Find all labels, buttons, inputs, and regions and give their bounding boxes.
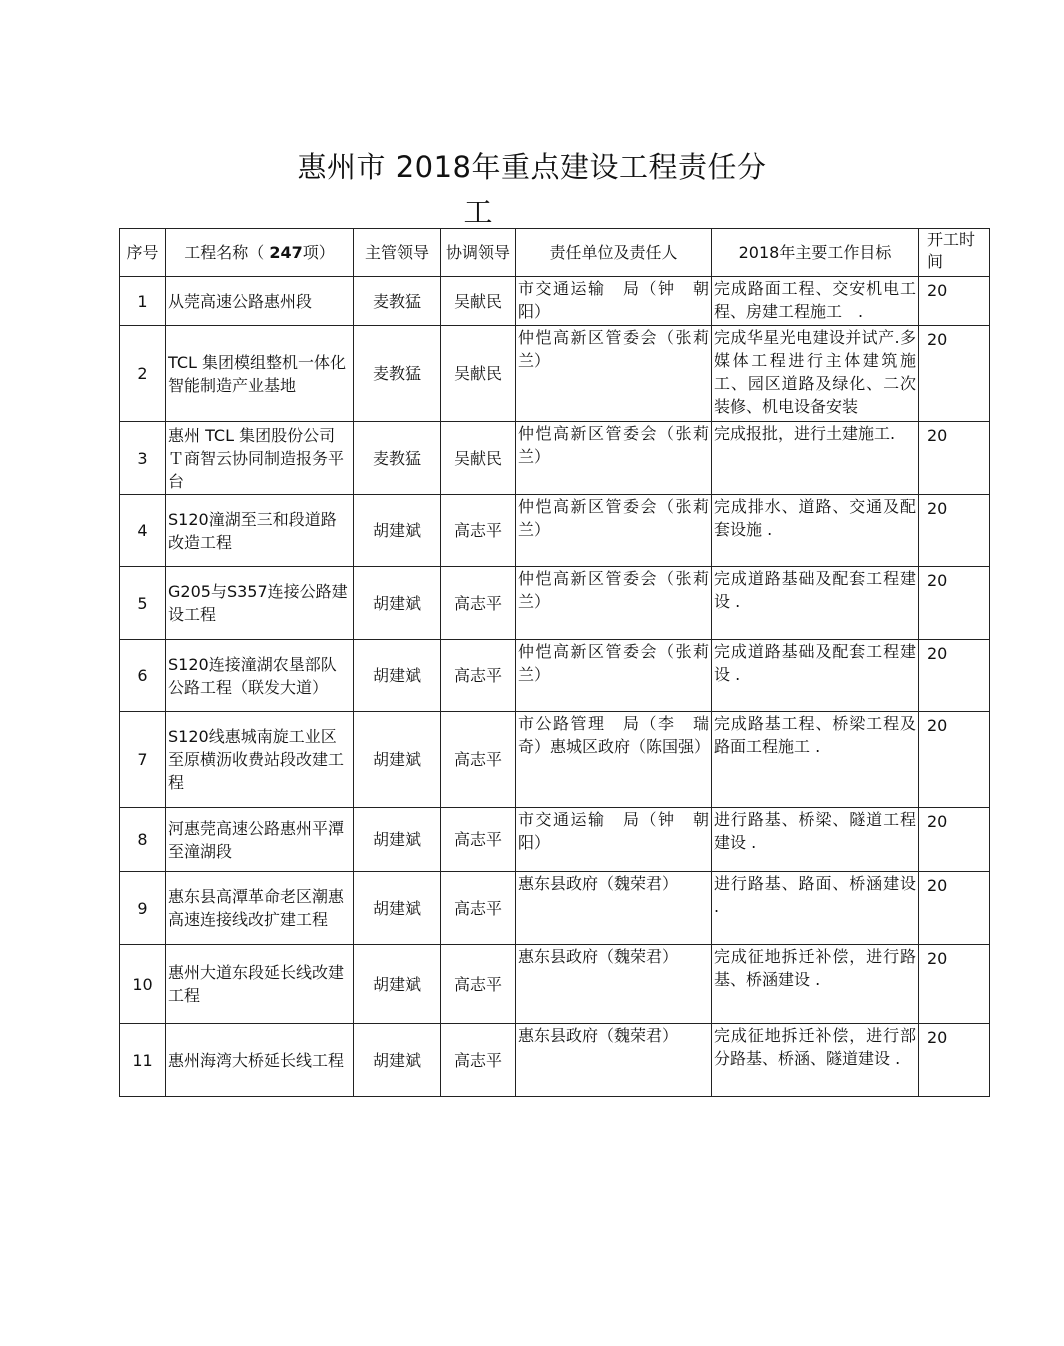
header-name-suffix: 项） bbox=[302, 243, 335, 262]
page-title: 惠州市 2018年重点建设工程责任分 bbox=[297, 150, 767, 184]
row-goal: 完成排水、道路、交通及配套设施 . bbox=[712, 495, 919, 567]
row-unit: 市公路管理 局（李 瑞奇）惠城区政府（陈国强） bbox=[516, 712, 712, 808]
table-row bbox=[120, 808, 990, 872]
row-seq: 3 bbox=[120, 422, 166, 495]
row-lead: 胡建斌 bbox=[354, 640, 441, 712]
header-goal: 2018年主要工作目标 bbox=[712, 229, 919, 277]
table-row bbox=[120, 277, 990, 326]
row-seq: 8 bbox=[120, 808, 166, 872]
table-row bbox=[120, 567, 990, 640]
row-goal: 完成路面工程、交安机电工程、房建工程施工 . bbox=[712, 277, 919, 326]
row-goal: 完成报批，进行土建施工. bbox=[712, 422, 919, 495]
header-start: 开工时间 bbox=[919, 229, 990, 277]
row-seq: 7 bbox=[120, 712, 166, 808]
row-unit: 惠东县政府（魏荣君） bbox=[516, 945, 712, 1024]
row-lead: 胡建斌 bbox=[354, 1024, 441, 1097]
row-unit: 市交通运输 局（钟 朝阳） bbox=[516, 277, 712, 326]
row-unit: 仲恺高新区管委会（张莉兰） bbox=[516, 640, 712, 712]
row-seq: 6 bbox=[120, 640, 166, 712]
row-unit: 市交通运输 局（钟 朝阳） bbox=[516, 808, 712, 872]
header-unit: 责任单位及责任人 bbox=[516, 229, 712, 277]
row-coord: 高志平 bbox=[441, 712, 516, 808]
row-project-name: 从莞高速公路惠州段 bbox=[166, 277, 354, 326]
project-table bbox=[119, 228, 990, 1097]
row-start: 20 bbox=[919, 712, 990, 808]
header-name-prefix: 工程名称（ bbox=[184, 243, 270, 262]
row-start: 20 bbox=[919, 326, 990, 422]
row-lead: 麦教猛 bbox=[354, 422, 441, 495]
row-start: 20 bbox=[919, 640, 990, 712]
row-project-name: 惠州大道东段延长线改建工程 bbox=[166, 945, 354, 1024]
row-start: 20 bbox=[919, 945, 990, 1024]
row-project-name: TCL 集团模组整机一体化智能制造产业基地 bbox=[166, 326, 354, 422]
row-seq: 5 bbox=[120, 567, 166, 640]
table-row bbox=[120, 1024, 990, 1097]
row-goal: 完成征地拆迁补偿，进行路基、桥涵建设 . bbox=[712, 945, 919, 1024]
row-seq: 9 bbox=[120, 872, 166, 945]
row-lead: 胡建斌 bbox=[354, 567, 441, 640]
row-start: 20 bbox=[919, 277, 990, 326]
row-unit: 仲恺高新区管委会（张莉兰） bbox=[516, 495, 712, 567]
row-coord: 高志平 bbox=[441, 567, 516, 640]
row-unit: 仲恺高新区管委会（张莉兰） bbox=[516, 567, 712, 640]
row-project-name: 惠州海湾大桥延长线工程 bbox=[166, 1024, 354, 1097]
table-row bbox=[120, 712, 990, 808]
row-coord: 高志平 bbox=[441, 872, 516, 945]
row-project-name: S120线惠城南旋工业区至原横沥收费站段改建工程 bbox=[166, 712, 354, 808]
row-start: 20 bbox=[919, 1024, 990, 1097]
row-project-name: S120潼湖至三和段道路改造工程 bbox=[166, 495, 354, 567]
header-coord: 协调领导 bbox=[441, 229, 516, 277]
row-lead: 麦教猛 bbox=[354, 326, 441, 422]
table-header-row bbox=[120, 229, 990, 277]
row-lead: 胡建斌 bbox=[354, 872, 441, 945]
header-name-count: 247 bbox=[269, 243, 303, 262]
row-unit: 惠东县政府（魏荣君） bbox=[516, 1024, 712, 1097]
header-seq: 序号 bbox=[120, 229, 166, 277]
row-project-name: 河惠莞高速公路惠州平潭至潼湖段 bbox=[166, 808, 354, 872]
row-unit: 仲恺高新区管委会（张莉兰） bbox=[516, 422, 712, 495]
header-project-name bbox=[166, 229, 354, 277]
row-project-name: 惠东县高潭革命老区潮惠高速连接线改扩建工程 bbox=[166, 872, 354, 945]
row-coord: 高志平 bbox=[441, 1024, 516, 1097]
row-project-name: G205与S357连接公路建设工程 bbox=[166, 567, 354, 640]
row-goal: 完成征地拆迁补偿，进行部分路基、桥涵、隧道建设 . bbox=[712, 1024, 919, 1097]
row-goal: 进行路基、路面、桥涵建设 . bbox=[712, 872, 919, 945]
row-coord: 吴献民 bbox=[441, 422, 516, 495]
table-row bbox=[120, 872, 990, 945]
row-coord: 吴献民 bbox=[441, 277, 516, 326]
row-coord: 高志平 bbox=[441, 495, 516, 567]
row-seq: 10 bbox=[120, 945, 166, 1024]
table-row bbox=[120, 945, 990, 1024]
row-coord: 高志平 bbox=[441, 640, 516, 712]
table-container bbox=[119, 228, 976, 1098]
row-coord: 高志平 bbox=[441, 808, 516, 872]
row-start: 20 bbox=[919, 808, 990, 872]
header-lead: 主管领导 bbox=[354, 229, 441, 277]
row-goal: 进行路基、桥梁、隧道工程建设 . bbox=[712, 808, 919, 872]
row-seq: 11 bbox=[120, 1024, 166, 1097]
row-seq: 4 bbox=[120, 495, 166, 567]
table-row bbox=[120, 326, 990, 422]
row-goal: 完成路基工程、桥梁工程及路面工程施工 . bbox=[712, 712, 919, 808]
row-coord: 吴献民 bbox=[441, 326, 516, 422]
row-coord: 高志平 bbox=[441, 945, 516, 1024]
row-start: 20 bbox=[919, 872, 990, 945]
row-unit: 惠东县政府（魏荣君） bbox=[516, 872, 712, 945]
row-goal: 完成华星光电建设并试产.多媒体工程进行主体建筑施工、园区道路及绿化、二次装修、机电设备安装 bbox=[712, 326, 919, 422]
row-lead: 胡建斌 bbox=[354, 808, 441, 872]
table-row bbox=[120, 640, 990, 712]
row-project-name: 惠州 TCL 集团股份公司Ｔ商智云协同制造报务平台 bbox=[166, 422, 354, 495]
row-lead: 胡建斌 bbox=[354, 712, 441, 808]
row-unit: 仲恺高新区管委会（张莉兰） bbox=[516, 326, 712, 422]
row-seq: 1 bbox=[120, 277, 166, 326]
row-project-name: S120连接潼湖农垦部队公路工程（联发大道） bbox=[166, 640, 354, 712]
row-seq: 2 bbox=[120, 326, 166, 422]
row-goal: 完成道路基础及配套工程建设 . bbox=[712, 567, 919, 640]
row-lead: 麦教猛 bbox=[354, 277, 441, 326]
row-start: 20 bbox=[919, 422, 990, 495]
table-row bbox=[120, 422, 990, 495]
row-lead: 胡建斌 bbox=[354, 945, 441, 1024]
row-lead: 胡建斌 bbox=[354, 495, 441, 567]
row-start: 20 bbox=[919, 495, 990, 567]
row-goal: 完成道路基础及配套工程建设 . bbox=[712, 640, 919, 712]
row-start: 20 bbox=[919, 567, 990, 640]
page-title-continuation: 工 bbox=[463, 195, 493, 229]
table-row bbox=[120, 495, 990, 567]
